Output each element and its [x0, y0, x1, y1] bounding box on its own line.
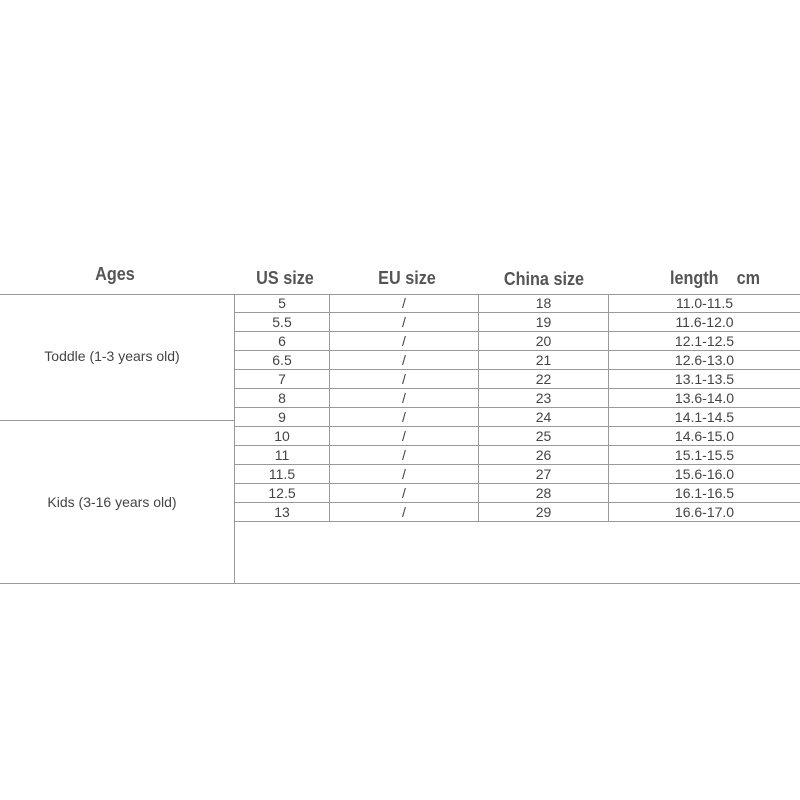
china-size-cell: 23	[479, 389, 609, 407]
china-size-cell: 28	[479, 484, 609, 502]
header-china-size: China size	[503, 269, 585, 289]
eu-size-cell: /	[330, 294, 479, 312]
china-size-cell: 21	[479, 351, 609, 369]
length-cm-cell: 15.6-16.0	[674, 466, 735, 482]
us-size-cell: 8	[235, 389, 330, 407]
length-cm-cell: 16.1-16.5	[674, 485, 735, 501]
table-row	[235, 408, 800, 427]
table-row	[235, 389, 800, 408]
eu-size-cell: /	[330, 332, 479, 350]
us-size-cell: 6.5	[235, 351, 330, 369]
china-size-cell: 25	[479, 427, 609, 445]
eu-size-cell: /	[330, 370, 479, 388]
eu-size-cell: /	[330, 484, 479, 502]
table-header	[0, 262, 800, 294]
header-us-size: US size	[256, 268, 314, 288]
age-group-kids: Kids (3-16 years old)	[47, 494, 177, 510]
us-size-cell: 5.5	[235, 313, 330, 331]
table-row	[235, 503, 800, 522]
eu-size-cell: /	[330, 446, 479, 464]
table-row	[235, 294, 800, 313]
length-cm-cell: 14.6-15.0	[674, 428, 735, 444]
length-cm-cell: 11.6-12.0	[675, 314, 734, 330]
table-bottom-border	[0, 583, 800, 584]
us-size-cell: 12.5	[235, 484, 330, 502]
us-size-cell: 6	[235, 332, 330, 350]
china-size-cell: 18	[479, 294, 609, 312]
eu-size-cell: /	[330, 408, 479, 426]
china-size-cell: 26	[479, 446, 609, 464]
length-cm-cell: 15.1-15.5	[674, 447, 735, 463]
china-size-cell: 24	[479, 408, 609, 426]
size-rows	[235, 294, 800, 522]
table-row	[235, 313, 800, 332]
eu-size-cell: /	[330, 427, 479, 445]
china-size-cell: 22	[479, 370, 609, 388]
table-row	[235, 446, 800, 465]
length-cm-cell: 13.1-13.5	[674, 371, 735, 387]
age-group-toddle: Toddle (1-3 years old)	[44, 348, 180, 364]
us-size-cell: 11	[235, 446, 330, 464]
table-row	[235, 427, 800, 446]
eu-size-cell: /	[330, 351, 479, 369]
eu-size-cell: /	[330, 389, 479, 407]
length-cm-cell: 16.6-17.0	[674, 504, 735, 520]
us-size-cell: 10	[235, 427, 330, 445]
china-size-cell: 29	[479, 503, 609, 521]
table-row	[235, 351, 800, 370]
china-size-cell: 20	[479, 332, 609, 350]
eu-size-cell: /	[330, 313, 479, 331]
us-size-cell: 9	[235, 408, 330, 426]
us-size-cell: 13	[235, 503, 330, 521]
us-size-cell: 7	[235, 370, 330, 388]
eu-size-cell: /	[330, 465, 479, 483]
china-size-cell: 19	[479, 313, 609, 331]
us-size-cell: 11.5	[235, 465, 330, 483]
length-cm-cell: 13.6-14.0	[674, 390, 735, 406]
china-size-cell: 27	[479, 465, 609, 483]
age-group-divider	[0, 420, 235, 421]
table-row	[235, 370, 800, 389]
length-cm-cell: 14.1-14.5	[674, 409, 735, 425]
table-row	[235, 484, 800, 503]
table-row	[235, 465, 800, 484]
us-size-cell: 5	[235, 294, 330, 312]
table-row	[235, 332, 800, 351]
header-length-cm: length cm	[669, 268, 760, 288]
length-cm-cell: 12.6-13.0	[674, 352, 735, 368]
length-cm-cell: 12.1-12.5	[674, 333, 735, 349]
header-ages: Ages	[95, 264, 135, 284]
header-eu-size: EU size	[378, 268, 436, 288]
length-cm-cell: 11.0-11.5	[675, 295, 734, 311]
eu-size-cell: /	[330, 503, 479, 521]
